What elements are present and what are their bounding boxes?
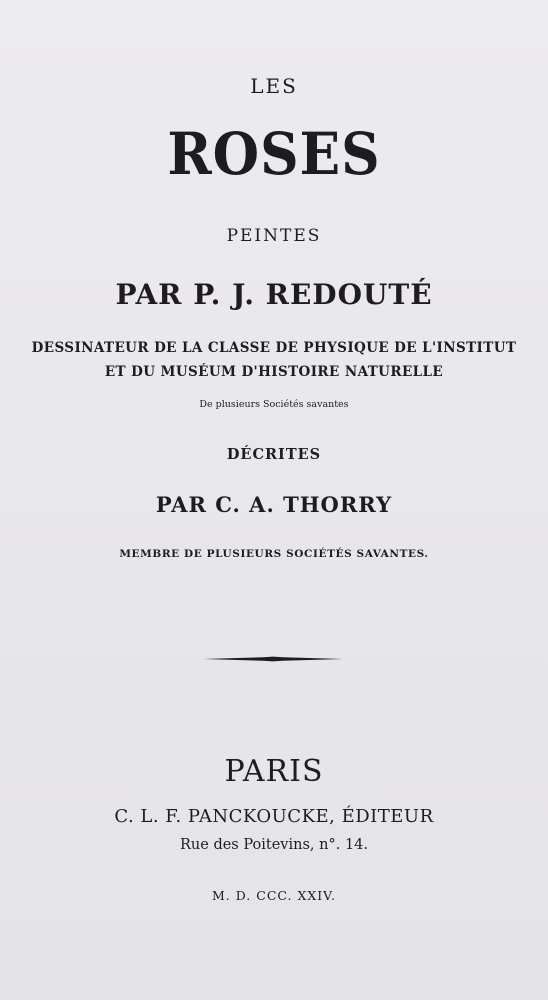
- imprint-publisher: C. L. F. PANCKOUCKE, ÉDITEUR: [114, 806, 434, 827]
- author-role-line-3: De plusieurs Sociétés savantes: [199, 399, 349, 410]
- imprint-address: Rue des Poitevins, n°. 14.: [180, 837, 368, 853]
- author-role-line-2: ET DU MUSÉUM D'HISTOIRE NATURELLE: [104, 364, 444, 380]
- author-role-line-1: DESSINATEUR DE LA CLASSE DE PHYSIQUE DE L'INSTITUT: [31, 340, 517, 356]
- heading-les: LES: [250, 74, 298, 98]
- subtitle-decrites: DÉCRITES: [226, 446, 322, 463]
- author-thorry: PAR C. A. THORRY: [155, 492, 393, 517]
- imprint-date: M. D. CCC. XXIV.: [211, 888, 336, 903]
- author-thorry-role: MEMBRE DE PLUSIEURS SOCIÉTÉS SAVANTES.: [119, 548, 429, 560]
- imprint-city: PARIS: [224, 754, 324, 789]
- book-title: ROSES: [167, 120, 381, 188]
- author-redoute: PAR P. J. REDOUTÉ: [115, 278, 433, 311]
- subtitle-peintes: PEINTES: [226, 226, 322, 246]
- decorative-rule: [203, 656, 343, 662]
